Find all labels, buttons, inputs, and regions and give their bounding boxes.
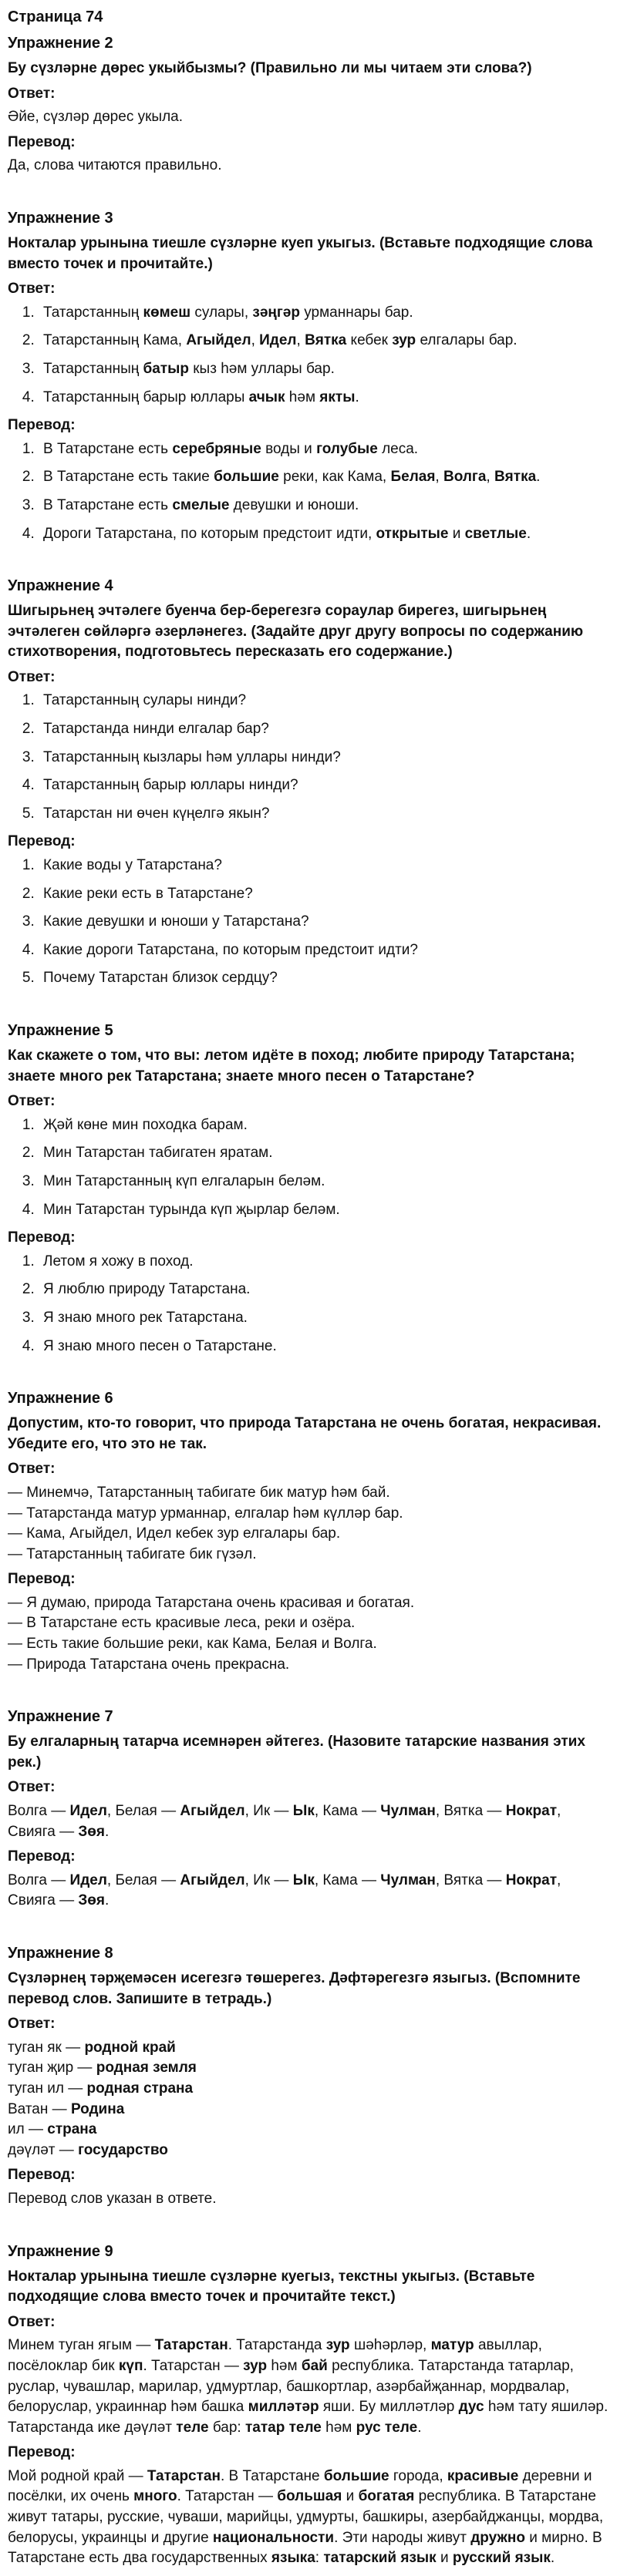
translation-label: Перевод: bbox=[8, 133, 76, 150]
text-run: . Татарстан — bbox=[143, 2357, 244, 2374]
bold-text: Ык bbox=[292, 1803, 315, 1820]
exercise-title: Упражнение 9 bbox=[8, 2242, 113, 2260]
bold-text: языка bbox=[271, 2550, 315, 2567]
text-run: — Есть такие большие реки, как Кама, Белая и Волга. bbox=[8, 1636, 377, 1653]
answer-label: Ответ: bbox=[8, 1779, 56, 1796]
text-run: Дороги Татарстана, по которым предстоит идти, bbox=[43, 525, 376, 542]
text-run: Я знаю много песен о Татарстане. bbox=[43, 1337, 277, 1354]
text-run: : bbox=[315, 2550, 324, 2567]
bold-text: большие bbox=[214, 469, 279, 486]
text-run: В Татарстане есть bbox=[43, 496, 173, 513]
text-run: — Природа Татарстана очень прекрасна. bbox=[8, 1656, 290, 1673]
text-run: , Вятка — bbox=[435, 1803, 506, 1820]
exercise-section bbox=[8, 1942, 609, 2210]
bold-text: зәңгәр bbox=[252, 304, 300, 321]
bold-text: Зөя bbox=[78, 1823, 105, 1840]
exercise-title: Упражнение 8 bbox=[8, 1945, 113, 1962]
text-line bbox=[8, 1545, 609, 1565]
text-run: Да, слова читаются правильно. bbox=[8, 157, 222, 174]
text-run: һәм тату яшиләр. Татарстанда ике дәүләт bbox=[8, 2399, 609, 2436]
text-run: . Эти народы живут bbox=[334, 2529, 471, 2546]
text-run: Мин Татарстан табигатен яратам. bbox=[43, 1145, 273, 1162]
paragraph bbox=[8, 1871, 609, 1912]
paragraph-block bbox=[8, 1801, 609, 1842]
exercise-section bbox=[8, 1020, 609, 1357]
text-run: Татарстанда нинди елгалар бар? bbox=[43, 721, 269, 738]
text-run: республика. В Татарстане живут татары, русские, чуваши, марийцы, удмурты, башкиры, азербайджанцы, мордва, белорусы, украинцы и другие bbox=[8, 2488, 604, 2546]
text-line bbox=[8, 1634, 609, 1655]
text-run: республика. Татарстанда татарлар, руслар, чувашлар, марилар, удмуртлар, башкортлар, азәрбайҗаннар, мордвалар, белоруслар, украиннар һәм башка bbox=[8, 2357, 574, 2416]
text-run: Татарстанның барыр юллары bbox=[43, 388, 249, 405]
text-line bbox=[8, 2058, 609, 2079]
list-item bbox=[39, 496, 609, 516]
exercise-title: Упражнение 4 bbox=[8, 577, 113, 595]
text-run: , Кама — bbox=[314, 1803, 381, 1820]
text-run: Какие дороги Татарстана, по которым предстоит идти? bbox=[43, 941, 418, 958]
text-run: һәм bbox=[267, 2357, 302, 2374]
bold-text: Чулман bbox=[380, 1871, 436, 1888]
list-item bbox=[39, 748, 609, 768]
bold-text: богатая bbox=[358, 2488, 415, 2505]
text-run: девушки и юноши. bbox=[229, 496, 359, 513]
bold-text: ачык bbox=[248, 388, 285, 405]
exercise-list bbox=[8, 32, 609, 2569]
text-run: Какие воды у Татарстана? bbox=[43, 857, 222, 874]
text-run: — В Татарстане есть красивые леса, реки и озёра. bbox=[8, 1615, 356, 1632]
text-run: һәм bbox=[285, 388, 320, 405]
bold-text: национальности bbox=[212, 2529, 335, 2546]
bold-text: Агыйдел bbox=[180, 1803, 245, 1820]
text-run: Минем туган ягым — bbox=[8, 2337, 155, 2354]
text-run: Летом я хожу в поход. bbox=[43, 1253, 194, 1270]
text-run: . bbox=[104, 1823, 110, 1840]
answer-label: Ответ: bbox=[8, 2016, 56, 2033]
line-list bbox=[8, 1483, 609, 1565]
bold-text: русский язык bbox=[452, 2550, 551, 2567]
paragraph bbox=[8, 2189, 609, 2210]
bold-text: светлые bbox=[464, 525, 527, 542]
text-run: , Свияга — bbox=[8, 1803, 561, 1840]
bold-text: Волга bbox=[443, 469, 487, 486]
text-run: Почему Татарстан близок сердцу? bbox=[43, 970, 278, 987]
text-run: Ватан — bbox=[8, 2100, 71, 2117]
bold-text: смелые bbox=[172, 496, 230, 513]
list-item bbox=[39, 388, 609, 409]
exercise-task: Как скажете о том, что вы: летом идёте в поход; любите природу Татарстана; знаете много рек Татарстана; знаете много песен о Татарстане? bbox=[8, 1048, 575, 1085]
line-list bbox=[8, 1593, 609, 1675]
bold-text: батыр bbox=[143, 360, 189, 377]
text-run: Җәй көне мин походка барам. bbox=[43, 1116, 248, 1133]
list-item bbox=[39, 884, 609, 905]
bold-text: большая bbox=[277, 2488, 342, 2505]
translation-label: Перевод: bbox=[8, 833, 76, 850]
text-run: — Минемчә, Татарстанның табигате бик матур һәм бай. bbox=[8, 1484, 390, 1501]
paragraph-block bbox=[8, 1871, 609, 1912]
bold-text: Белая bbox=[390, 469, 436, 486]
list-item bbox=[39, 524, 609, 545]
text-run: кыз һәм уллары бар. bbox=[188, 360, 335, 377]
numbered-list bbox=[8, 691, 609, 824]
list-item bbox=[39, 439, 609, 460]
text-run: и bbox=[448, 525, 465, 542]
bold-text: Идел bbox=[69, 1871, 107, 1888]
exercise-task: Допустим, кто-то говорит, что природа Татарстана не очень богатая, некрасивая. Убедите его, что это не так. bbox=[8, 1415, 602, 1452]
exercise-title: Упражнение 5 bbox=[8, 1022, 113, 1039]
bold-text: көмеш bbox=[143, 304, 191, 321]
exercise-task: Шигырьнең эчтәлеге буенча бер-берегезгә сораулар бирегез, шигырьнең эчтәлеген сөйләргә әзерләнегез. (Задайте друг другу вопросы по содержанию стихотворения, подготовьтесь пересказать его содержание.) bbox=[8, 603, 584, 661]
list-item bbox=[39, 359, 609, 380]
paragraph-block bbox=[8, 2189, 609, 2210]
list-item bbox=[39, 1252, 609, 1273]
text-run: Татарстанның Кама, bbox=[43, 332, 187, 349]
text-run: бар: bbox=[208, 2419, 245, 2436]
line-list bbox=[8, 2038, 609, 2161]
bold-text: родная земля bbox=[96, 2060, 197, 2077]
text-run: . В Татарстане bbox=[220, 2467, 324, 2484]
list-item bbox=[39, 1172, 609, 1192]
exercise-title: Упражнение 7 bbox=[8, 1708, 113, 1726]
exercise-section bbox=[8, 1706, 609, 1912]
bold-text: дус bbox=[458, 2399, 484, 2416]
translation-label: Перевод: bbox=[8, 1229, 76, 1246]
list-item bbox=[39, 1308, 609, 1329]
exercise-task: Нокталар урынына тиешле сүзләрне куегыз, текстны укыгыз. (Вставьте подходящие слова вместо точек и прочитайте текст.) bbox=[8, 2268, 535, 2305]
list-item bbox=[39, 691, 609, 711]
text-run: , bbox=[296, 332, 305, 349]
text-line bbox=[8, 2038, 609, 2059]
text-run: — Я думаю, природа Татарстана очень красивая и богатая. bbox=[8, 1594, 415, 1611]
text-run: — Кама, Агыйдел, Идел кебек зур елгалары бар. bbox=[8, 1525, 341, 1542]
exercise-section bbox=[8, 207, 609, 544]
text-run: Какие девушки и юноши у Татарстана? bbox=[43, 913, 309, 930]
list-item bbox=[39, 968, 609, 989]
text-run: туган як — bbox=[8, 2039, 85, 2056]
bold-text: страна bbox=[47, 2121, 97, 2138]
text-run: , bbox=[251, 332, 260, 349]
page-title: Страница 74 bbox=[8, 8, 103, 25]
text-line bbox=[8, 1593, 609, 1614]
numbered-list bbox=[8, 303, 609, 408]
exercise-title: Упражнение 2 bbox=[8, 35, 113, 52]
answer-label: Ответ: bbox=[8, 1461, 56, 1478]
exercise-task: Бу сүзләрне дөрес укыйбызмы? (Правильно ли мы читаем эти слова?) bbox=[8, 60, 532, 76]
bold-text: татарский язык bbox=[323, 2550, 437, 2567]
list-item bbox=[39, 775, 609, 796]
paragraph-block bbox=[8, 156, 609, 177]
list-item bbox=[39, 331, 609, 351]
bold-text: родной край bbox=[84, 2039, 176, 2056]
bold-text: бай bbox=[301, 2357, 328, 2374]
translation-label: Перевод: bbox=[8, 1848, 76, 1865]
translation-label: Перевод: bbox=[8, 2444, 76, 2461]
text-run: ил — bbox=[8, 2121, 48, 2138]
text-run: реки, как Кама, bbox=[278, 469, 391, 486]
text-run: — Татарстанда матур урманнар, елгалар һәм күлләр бар. bbox=[8, 1505, 403, 1522]
bold-text: рус теле bbox=[356, 2419, 418, 2436]
bold-text: зур bbox=[325, 2337, 350, 2354]
text-run: Я знаю много рек Татарстана. bbox=[43, 1309, 248, 1326]
exercise-section bbox=[8, 32, 609, 177]
list-item bbox=[39, 719, 609, 740]
numbered-list bbox=[8, 1252, 609, 1357]
text-run: . bbox=[550, 2550, 555, 2567]
paragraph-block bbox=[8, 107, 609, 128]
text-run: , Кама — bbox=[314, 1871, 381, 1888]
text-run: . bbox=[355, 388, 359, 405]
text-run: Я люблю природу Татарстана. bbox=[43, 1281, 251, 1298]
paragraph-block bbox=[8, 2467, 609, 2569]
text-run: . Татарстан — bbox=[177, 2488, 278, 2505]
text-line bbox=[8, 2079, 609, 2100]
text-run: , Ик — bbox=[244, 1803, 293, 1820]
text-run: деревни и посёлки, их очень bbox=[8, 2467, 592, 2505]
bold-text: дружно bbox=[470, 2529, 525, 2546]
text-run: шәһәрләр, bbox=[349, 2337, 431, 2354]
text-line bbox=[8, 2141, 609, 2161]
text-run: . bbox=[104, 1892, 110, 1909]
text-run: воды и bbox=[261, 440, 317, 457]
list-item bbox=[39, 1337, 609, 1357]
answer-label: Ответ: bbox=[8, 2313, 56, 2330]
text-run: В Татарстане есть такие bbox=[43, 469, 214, 486]
numbered-list bbox=[8, 439, 609, 544]
bold-text: Агыйдел bbox=[186, 332, 251, 349]
text-run: Волга — bbox=[8, 1803, 70, 1820]
bold-text: зур bbox=[392, 332, 416, 349]
text-run: яши. Бу милләтләр bbox=[319, 2399, 459, 2416]
exercise-task: Нокталар урынына тиешле сүзләрне куеп укыгыз. (Вставьте подходящие слова вместо точек и прочитайте.) bbox=[8, 234, 593, 272]
text-run: елгалары бар. bbox=[416, 332, 518, 349]
bold-text: Нократ bbox=[505, 1871, 558, 1888]
bold-text: голубые bbox=[316, 440, 378, 457]
bold-text: теле bbox=[176, 2419, 209, 2436]
exercise-section bbox=[8, 1387, 609, 1675]
text-run: и bbox=[436, 2550, 453, 2567]
exercise-task: Сүзләрнең тәрҗемәсен исегезгә төшерегез. Дәфтәрегезгә языгыз. (Вспомните перевод слов. Запишите в тетрадь.) bbox=[8, 1970, 581, 2007]
text-run: Әйе, сүзләр дөрес укыла. bbox=[8, 109, 183, 126]
text-run: , Белая — bbox=[106, 1803, 180, 1820]
text-run: . bbox=[417, 2419, 422, 2436]
text-run: Татарстанның bbox=[43, 304, 143, 321]
list-item bbox=[39, 1280, 609, 1300]
bold-text: Ык bbox=[292, 1871, 315, 1888]
text-run: Какие реки есть в Татарстане? bbox=[43, 885, 253, 902]
text-run: — Татарстанның табигате бик гүзәл. bbox=[8, 1545, 257, 1562]
text-run: Татарстанның барыр юллары нинди? bbox=[43, 777, 298, 794]
text-run: дәүләт — bbox=[8, 2141, 79, 2158]
numbered-list bbox=[8, 1115, 609, 1220]
text-run: города, bbox=[389, 2467, 447, 2484]
answer-label: Ответ: bbox=[8, 85, 56, 102]
bold-text: Агыйдел bbox=[180, 1871, 245, 1888]
bold-text: Татарстан bbox=[154, 2337, 228, 2354]
list-item bbox=[39, 940, 609, 961]
text-run: , bbox=[435, 469, 443, 486]
answer-label: Ответ: bbox=[8, 1093, 56, 1110]
numbered-list bbox=[8, 856, 609, 989]
bold-text: татар теле bbox=[244, 2419, 322, 2436]
text-run: Мин Татарстанның күп елгаларын беләм. bbox=[43, 1172, 325, 1189]
paragraph bbox=[8, 2336, 609, 2438]
translation-label: Перевод: bbox=[8, 1571, 76, 1588]
list-item bbox=[39, 1200, 609, 1221]
paragraph bbox=[8, 107, 609, 128]
bold-text: Родина bbox=[70, 2100, 125, 2117]
paragraph bbox=[8, 156, 609, 177]
list-item bbox=[39, 912, 609, 933]
bold-text: серебряные bbox=[172, 440, 261, 457]
text-run: и мирно. В Татарстане есть два государственных bbox=[8, 2529, 602, 2567]
bold-text: Идел bbox=[69, 1803, 107, 1820]
bold-text: большие bbox=[323, 2467, 389, 2484]
text-run: , Вятка — bbox=[435, 1871, 506, 1888]
bold-text: Зөя bbox=[78, 1892, 105, 1909]
exercise-title: Упражнение 3 bbox=[8, 209, 113, 227]
bold-text: милләтәр bbox=[248, 2399, 319, 2416]
text-run: һәм bbox=[321, 2419, 356, 2436]
list-item bbox=[39, 1115, 609, 1136]
text-run: Татарстанның кызлары һәм уллары нинди? bbox=[43, 748, 341, 765]
text-line bbox=[8, 2100, 609, 2120]
bold-text: родная страна bbox=[86, 2080, 194, 2097]
text-run: . bbox=[536, 469, 541, 486]
translation-label: Перевод: bbox=[8, 417, 76, 434]
text-run: и bbox=[342, 2488, 359, 2505]
bold-text: Нократ bbox=[505, 1803, 558, 1820]
text-run: кебек bbox=[346, 332, 393, 349]
text-run: туган җир — bbox=[8, 2060, 96, 2077]
text-run: Татарстанның bbox=[43, 360, 143, 377]
text-run: туган ил — bbox=[8, 2080, 87, 2097]
exercise-section bbox=[8, 575, 609, 989]
text-line bbox=[8, 2120, 609, 2141]
paragraph bbox=[8, 2467, 609, 2569]
text-run: , Ик — bbox=[244, 1871, 293, 1888]
text-run: Волга — bbox=[8, 1871, 70, 1888]
text-run: сулары, bbox=[190, 304, 253, 321]
paragraph bbox=[8, 1801, 609, 1842]
text-line bbox=[8, 1483, 609, 1504]
text-line bbox=[8, 1524, 609, 1545]
text-run: леса. bbox=[377, 440, 419, 457]
exercise-task: Бу елгаларның татарча исемнәрен әйтегез. (Назовите татарские названия этих рек.) bbox=[8, 1734, 585, 1771]
text-run: , Белая — bbox=[106, 1871, 180, 1888]
bold-text: открытые bbox=[376, 525, 449, 542]
answer-label: Ответ: bbox=[8, 668, 56, 685]
bold-text: Вятка bbox=[305, 332, 347, 349]
answer-label: Ответ: bbox=[8, 281, 56, 298]
text-run: авыллар, посёлоклар бик bbox=[8, 2337, 542, 2374]
text-line bbox=[8, 1655, 609, 1676]
text-run: , bbox=[486, 469, 494, 486]
text-line bbox=[8, 1504, 609, 1525]
list-item bbox=[39, 467, 609, 488]
text-run: Татарстан ни өчен күңелгә якын? bbox=[43, 805, 270, 822]
bold-text: күп bbox=[118, 2357, 143, 2374]
text-run: В Татарстане есть bbox=[43, 440, 173, 457]
bold-text: матур bbox=[430, 2337, 474, 2354]
list-item bbox=[39, 856, 609, 876]
bold-text: красивые bbox=[447, 2467, 519, 2484]
text-run: Мой родной край — bbox=[8, 2467, 147, 2484]
paragraph-block bbox=[8, 2336, 609, 2438]
text-run: Мин Татарстан турында күп җырлар беләм. bbox=[43, 1201, 340, 1218]
list-item bbox=[39, 1143, 609, 1164]
list-item bbox=[39, 303, 609, 324]
bold-text: Татарстан bbox=[147, 2467, 221, 2484]
text-run: Перевод слов указан в ответе. bbox=[8, 2190, 217, 2207]
bold-text: государство bbox=[78, 2141, 168, 2158]
exercise-section bbox=[8, 2241, 609, 2569]
bold-text: якты bbox=[319, 388, 356, 405]
exercise-title: Упражнение 6 bbox=[8, 1390, 113, 1407]
bold-text: Идел bbox=[259, 332, 297, 349]
text-line bbox=[8, 1613, 609, 1634]
bold-text: много bbox=[133, 2488, 177, 2505]
translation-label: Перевод: bbox=[8, 2167, 76, 2184]
bold-text: зур bbox=[243, 2357, 268, 2374]
text-run: урманнары бар. bbox=[299, 304, 413, 321]
text-run: , Свияга — bbox=[8, 1871, 561, 1909]
text-run: . Татарстанда bbox=[228, 2337, 326, 2354]
bold-text: Вятка bbox=[494, 469, 537, 486]
text-run: . bbox=[526, 525, 531, 542]
list-item bbox=[39, 804, 609, 825]
text-run: Татарстанның сулары нинди? bbox=[43, 692, 247, 709]
bold-text: Чулман bbox=[380, 1803, 436, 1820]
